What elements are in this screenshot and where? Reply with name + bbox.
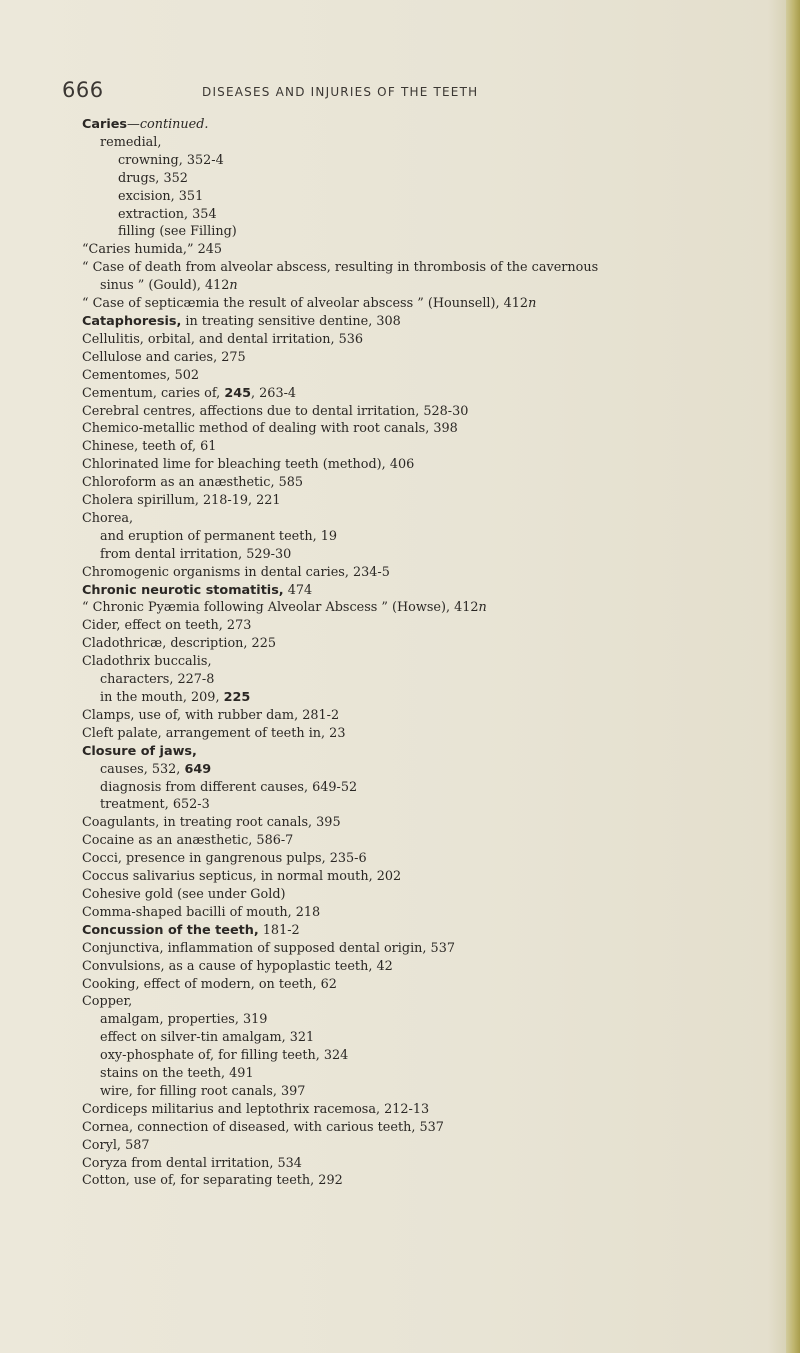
index-entry bbox=[82, 492, 782, 510]
entry-text: Cocci, presence in gangrenous pulps, 235-6 bbox=[82, 851, 367, 867]
entry-text: 181-2 bbox=[258, 922, 300, 938]
index-entry bbox=[82, 116, 782, 134]
index-subentry bbox=[82, 206, 782, 224]
entry-text: crowning, 352-4 bbox=[118, 152, 224, 168]
entry-text: Cellulitis, orbital, and dental irritation, 536 bbox=[82, 331, 364, 347]
index-subentry bbox=[82, 528, 782, 546]
index-entry bbox=[82, 904, 782, 922]
index-entry bbox=[82, 725, 782, 743]
entry-text: Cementomes, 502 bbox=[82, 367, 199, 383]
entry-text: wire, for filling root canals, 397 bbox=[100, 1083, 306, 1099]
italic-text: n bbox=[478, 600, 487, 616]
index-subentry bbox=[82, 170, 782, 188]
index-entry bbox=[82, 814, 782, 832]
index-subentry bbox=[82, 671, 782, 689]
entry-text: effect on silver-tin amalgam, 321 bbox=[100, 1030, 315, 1046]
index-subentry bbox=[82, 1065, 782, 1083]
index-subentry bbox=[82, 188, 782, 206]
entry-text: “ Chronic Pyæmia following Alveolar Abscess ” (Howse), 412 bbox=[82, 600, 479, 616]
index-subentry bbox=[82, 223, 782, 241]
page-number: 666 bbox=[62, 78, 104, 102]
index-entry bbox=[82, 1172, 782, 1190]
bold-text: 225 bbox=[223, 690, 251, 705]
index-entry bbox=[82, 385, 782, 403]
bold-text: 245 bbox=[224, 385, 252, 401]
italic-text: n bbox=[229, 278, 238, 294]
index-entry bbox=[82, 295, 782, 313]
running-title: DISEASES AND INJURIES OF THE TEETH bbox=[202, 85, 479, 99]
entry-text: filling (see Filling) bbox=[118, 224, 237, 240]
entry-text: sinus ” (Gould), 412 bbox=[100, 278, 230, 294]
entry-text: 474 bbox=[283, 582, 313, 598]
index-subentry bbox=[82, 689, 782, 707]
index-entry bbox=[82, 922, 782, 940]
index-subentry bbox=[82, 1047, 782, 1065]
index-entry bbox=[82, 940, 782, 958]
index-subentry bbox=[82, 546, 782, 564]
entry-text: Cotton, use of, for separating teeth, 292 bbox=[82, 1173, 343, 1189]
index-entry bbox=[82, 510, 782, 528]
index-subentry bbox=[82, 152, 782, 170]
entry-text: stains on the teeth, 491 bbox=[100, 1066, 254, 1082]
page-header bbox=[62, 78, 762, 108]
entry-text: treatment, 652-3 bbox=[100, 797, 210, 813]
entry-text: Cleft palate, arrangement of teeth in, 23 bbox=[82, 725, 346, 741]
entry-text: remedial, bbox=[100, 134, 162, 150]
index-entry bbox=[82, 474, 782, 492]
entry-text: Clamps, use of, with rubber dam, 281-2 bbox=[82, 707, 340, 723]
index-entry bbox=[82, 743, 782, 761]
index-entries bbox=[82, 116, 782, 1190]
index-entry bbox=[82, 1137, 782, 1155]
entry-text: — bbox=[127, 117, 140, 132]
entry-text: causes, 532, bbox=[100, 761, 185, 777]
entry-text: Cohesive gold (see under Gold) bbox=[82, 886, 286, 902]
bold-text: Closure of jaws, bbox=[82, 743, 197, 759]
entry-text: in the mouth, 209, bbox=[100, 690, 224, 705]
index-entry bbox=[82, 653, 782, 671]
index-entry bbox=[82, 564, 782, 582]
index-entry bbox=[82, 635, 782, 653]
entry-text: Cocaine as an anæsthetic, 586-7 bbox=[82, 833, 294, 849]
index-entry bbox=[82, 1101, 782, 1119]
index-entry bbox=[82, 850, 782, 868]
bold-text: Caries bbox=[82, 117, 128, 132]
entry-text: Cementum, caries of, bbox=[82, 385, 225, 401]
index-entry bbox=[82, 976, 782, 994]
entry-text: Cladothrix buccalis, bbox=[82, 654, 212, 670]
entry-text: Conjunctiva, inflammation of supposed dental origin, 537 bbox=[82, 940, 455, 956]
index-subentry bbox=[82, 1011, 782, 1029]
entry-text: Coagulants, in treating root canals, 395 bbox=[82, 815, 341, 831]
entry-text: in treating sensitive dentine, 308 bbox=[181, 313, 401, 329]
entry-text: “ Case of death from alveolar abscess, resulting in thrombosis of the cavernous bbox=[82, 260, 599, 276]
bold-text: Chronic neurotic stomatitis, bbox=[82, 582, 284, 598]
index-entry bbox=[82, 868, 782, 886]
index-entry bbox=[82, 1155, 782, 1173]
entry-text: excision, 351 bbox=[118, 188, 204, 204]
entry-text: amalgam, properties, 319 bbox=[100, 1012, 268, 1028]
entry-text: Chloroform as an anæsthetic, 585 bbox=[82, 475, 304, 491]
index-entry bbox=[82, 617, 782, 635]
entry-text: Cordiceps militarius and leptothrix racemosa, 212-13 bbox=[82, 1101, 430, 1117]
index-entry bbox=[82, 313, 782, 331]
entry-text: from dental irritation, 529-30 bbox=[100, 546, 292, 562]
index-entry bbox=[82, 403, 782, 421]
entry-text: Coryl, 587 bbox=[82, 1137, 150, 1153]
index-entry bbox=[82, 438, 782, 456]
index-subentry bbox=[82, 277, 782, 295]
index-entry bbox=[82, 958, 782, 976]
index-entry bbox=[82, 349, 782, 367]
entry-text: Chorea, bbox=[82, 510, 134, 526]
index-entry bbox=[82, 241, 782, 259]
entry-text: , 263-4 bbox=[251, 385, 297, 401]
entry-text: Comma-shaped bacilli of mouth, 218 bbox=[82, 904, 321, 920]
index-entry bbox=[82, 331, 782, 349]
index-subentry bbox=[82, 1029, 782, 1047]
index-subentry bbox=[82, 134, 782, 152]
index-entry bbox=[82, 832, 782, 850]
index-entry bbox=[82, 1119, 782, 1137]
entry-text: Cornea, connection of diseased, with carious teeth, 537 bbox=[82, 1119, 444, 1135]
entry-text: Chemico-metallic method of dealing with root canals, 398 bbox=[82, 421, 458, 437]
entry-text: Cellulose and caries, 275 bbox=[82, 349, 246, 365]
entry-text: drugs, 352 bbox=[118, 170, 188, 186]
index-entry bbox=[82, 886, 782, 904]
index-subentry bbox=[82, 779, 782, 797]
entry-text: “Caries humida,” 245 bbox=[82, 242, 223, 258]
entry-text: characters, 227-8 bbox=[100, 672, 215, 688]
italic-text: continued. bbox=[139, 117, 209, 132]
entry-text: Cholera spirillum, 218-19, 221 bbox=[82, 493, 281, 509]
entry-text: Cerebral centres, affections due to dental irritation, 528-30 bbox=[82, 403, 469, 419]
index-entry bbox=[82, 367, 782, 385]
entry-text: Cladothricæ, description, 225 bbox=[82, 636, 276, 652]
entry-text: Chinese, teeth of, 61 bbox=[82, 439, 217, 455]
index-entry bbox=[82, 456, 782, 474]
entry-text: Copper, bbox=[82, 994, 133, 1010]
index-entry bbox=[82, 707, 782, 725]
index-entry bbox=[82, 259, 782, 277]
entry-text: Convulsions, as a cause of hypoplastic teeth, 42 bbox=[82, 958, 393, 974]
entry-text: extraction, 354 bbox=[118, 206, 217, 222]
entry-text: Cider, effect on teeth, 273 bbox=[82, 618, 252, 634]
entry-text: and eruption of permanent teeth, 19 bbox=[100, 528, 338, 544]
entry-text: Coryza from dental irritation, 534 bbox=[82, 1155, 302, 1171]
italic-text: n bbox=[528, 296, 537, 312]
index-subentry bbox=[82, 1083, 782, 1101]
entry-text: diagnosis from different causes, 649-52 bbox=[100, 779, 358, 795]
index-subentry bbox=[82, 761, 782, 779]
entry-text: Chlorinated lime for bleaching teeth (method), 406 bbox=[82, 457, 415, 473]
entry-text: “ Case of septicæmia the result of alveolar abscess ” (Hounsell), 412 bbox=[82, 296, 529, 312]
index-entry bbox=[82, 582, 782, 600]
entry-text: Chromogenic organisms in dental caries, 234-5 bbox=[82, 564, 390, 580]
index-entry bbox=[82, 599, 782, 617]
index-entry bbox=[82, 993, 782, 1011]
bold-text: 649 bbox=[184, 761, 212, 777]
page-edge bbox=[786, 0, 800, 1353]
bold-text: Cataphoresis, bbox=[82, 313, 182, 329]
entry-text: oxy-phosphate of, for filling teeth, 324 bbox=[100, 1048, 349, 1064]
bold-text: Concussion of the teeth, bbox=[82, 922, 259, 938]
entry-text: Coccus salivarius septicus, in normal mouth, 202 bbox=[82, 869, 402, 885]
index-subentry bbox=[82, 796, 782, 814]
index-entry bbox=[82, 420, 782, 438]
entry-text: Cooking, effect of modern, on teeth, 62 bbox=[82, 976, 337, 992]
